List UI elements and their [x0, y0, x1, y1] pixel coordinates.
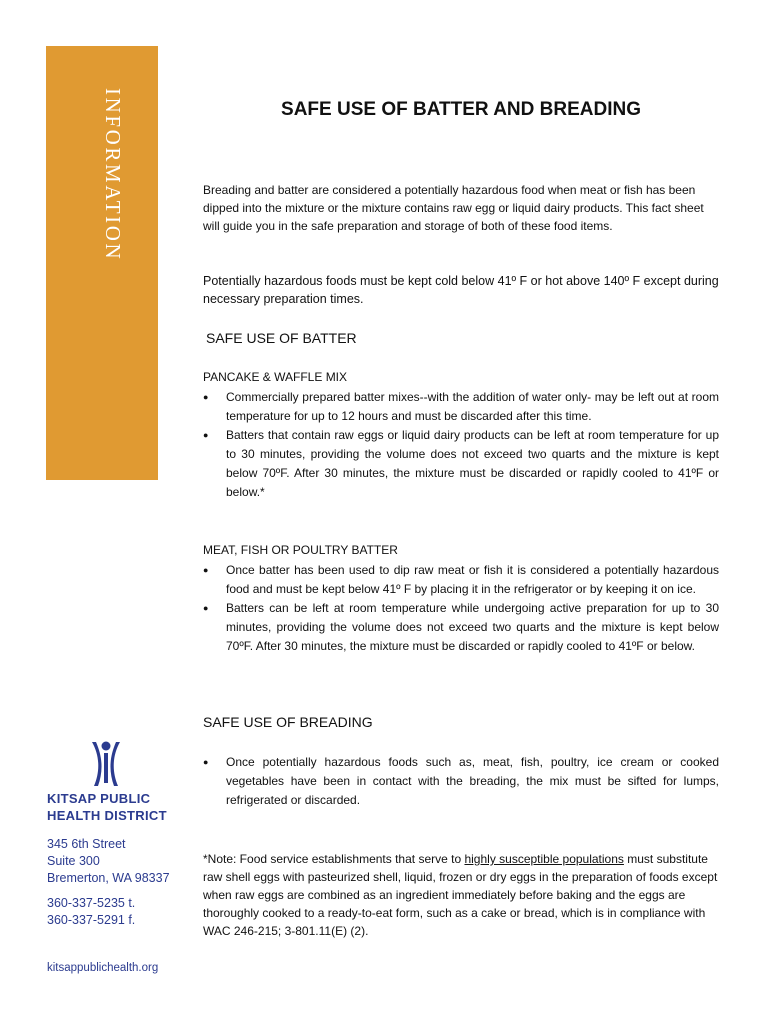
person-figure-icon: [86, 740, 126, 786]
meat-heading: MEAT, FISH OR POULTRY BATTER: [203, 543, 398, 557]
page-title: SAFE USE OF BATTER AND BREADING: [281, 99, 641, 120]
address: [47, 836, 170, 887]
banner-text: INFORMATION: [101, 88, 125, 262]
list-item: ● Once potentially hazardous foods such as, meat, fish, poultry, ice cream or cooked vegetables have been in contact with the breading, the mix must be sifted for lumps, refrigerated or discarded.: [203, 753, 719, 810]
list-item: ● Batters that contain raw eggs or liquid dairy products can be left at room temperature for up to 30 minutes, providing the volume does not exceed two quarts and the mixture is kept below 70ºF. After 30 minutes, the mixture must be discarded or rapidly cooled to 41ºF or below.*: [203, 426, 719, 502]
pancake-heading: PANCAKE & WAFFLE MIX: [203, 370, 348, 384]
org-line-1: KITSAP PUBLIC: [47, 791, 151, 806]
note-paragraph: [203, 850, 719, 940]
note-prefix: *Note: Food service establishments that serve to: [203, 852, 465, 866]
list-item: ● Commercially prepared batter mixes--with the addition of water only- may be left out at room temperature for up to 12 hours and must be discarded after this time.: [203, 388, 719, 426]
list-item: ● Batters can be left at room temperature while undergoing active preparation for up to 30 minutes, providing the volume does not exceed two quarts and the mixture is kept below 70ºF. After 30 minutes, the mixture must be discarded or rapidly cooled to 41ºF or below.: [203, 599, 719, 656]
phone-number: 360-337-5235 t.: [47, 896, 136, 910]
intro-paragraph: Breading and batter are considered a potentially hazardous food when meat or fish has been dipped into the mixture or the mixture contains raw egg or liquid dairy products. This fact sheet will guide you in the safe preparation and storage of both of these food items.: [203, 183, 704, 233]
pancake-list: [203, 388, 719, 502]
breading-list: [203, 753, 719, 810]
org-line-2: HEALTH DISTRICT: [47, 808, 167, 823]
address-line-3: Bremerton, WA 98337: [47, 871, 170, 885]
temperature-rule: Potentially hazardous foods must be kept cold below 41º F or hot above 140º F except during necessary preparation times.: [203, 274, 719, 306]
org-name: [47, 790, 167, 824]
meat-list: [203, 561, 719, 656]
address-line-2: Suite 300: [47, 854, 100, 868]
fax-number: 360-337-5291 f.: [47, 913, 136, 927]
susceptible-populations-link[interactable]: highly susceptible populations: [464, 852, 624, 866]
note-rest: must substitute raw shell eggs with pasteurized shell, liquid, frozen or dry eggs in the preparation of foods except when raw eggs are combined as an ingredient immediately before baking and the eggs are thoroughly cooked to a ready-to-eat form, such as a cake or bread, which is in compliance with WAC 246-215; 3-801.11(E) (2).: [203, 852, 718, 938]
list-item: ● Once batter has been used to dip raw meat or fish it is considered a potentially hazardous food and must be kept below 41º F by placing it in the refrigerator or by keeping it on ice.: [203, 561, 719, 599]
batter-heading: SAFE USE OF BATTER: [206, 330, 357, 346]
contact-numbers: [47, 895, 135, 929]
breading-heading: SAFE USE OF BREADING: [203, 714, 373, 730]
website-link[interactable]: kitsappublichealth.org: [47, 962, 159, 974]
address-line-1: 345 6th Street: [47, 837, 126, 851]
